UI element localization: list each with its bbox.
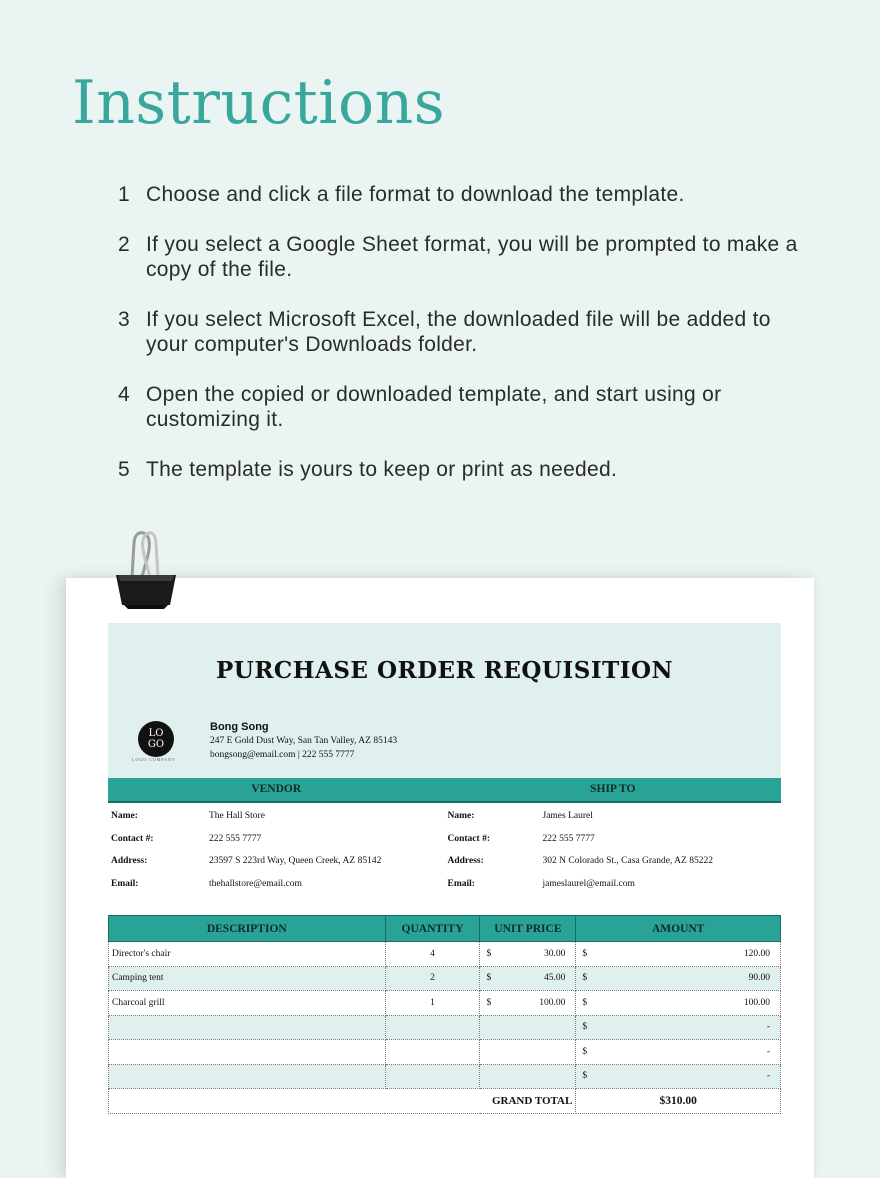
step-text: If you select Microsoft Excel, the downloaded file will be added to your computer's Downloads folder.: [146, 308, 771, 356]
company-address: 247 E Gold Dust Way, San Tan Valley, AZ 85143: [210, 736, 398, 746]
currency-symbol: $: [486, 948, 492, 959]
label: Address:: [111, 856, 148, 867]
item-quantity: [385, 1064, 480, 1089]
logo-text-1: LO: [148, 728, 164, 739]
label: Address:: [447, 856, 484, 867]
binder-clip-icon: [104, 525, 188, 615]
description-header: DESCRIPTION: [109, 916, 386, 942]
label: Contact #:: [111, 833, 154, 844]
party-header-band: [108, 778, 781, 803]
purchase-order-document: [108, 623, 781, 1114]
step-text: Open the copied or downloaded template, and start using or customizing it.: [146, 383, 722, 431]
ship-to-details: [445, 805, 782, 895]
item-description: [109, 1040, 386, 1065]
instruction-step: [118, 182, 818, 207]
ship-contact-row: [445, 828, 782, 851]
table-row: [109, 942, 781, 967]
currency-symbol: $: [486, 973, 492, 984]
item-unit-price: [480, 991, 576, 1016]
instruction-step: [118, 457, 818, 482]
instruction-step: [118, 307, 818, 357]
item-description: Charcoal grill: [109, 991, 386, 1016]
table-row: [109, 1064, 781, 1089]
quantity-header: QUANTITY: [385, 916, 480, 942]
table-row: [109, 991, 781, 1016]
item-quantity: [385, 1015, 480, 1040]
unit-price-value: 30.00: [543, 948, 566, 959]
unit-price-header: UNIT PRICE: [480, 916, 576, 942]
vendor-details: [108, 805, 445, 895]
item-unit-price: [480, 942, 576, 967]
ship-email: jameslaurel@email.com: [542, 878, 635, 889]
item-description: [109, 1015, 386, 1040]
vendor-name: The Hall Store: [209, 811, 265, 822]
vendor-contact: 222 555 7777: [209, 833, 262, 844]
company-info: [210, 720, 397, 762]
amount-value: -: [766, 1022, 770, 1033]
step-number: 2: [118, 233, 130, 256]
currency-symbol: $: [582, 1046, 588, 1057]
ship-name: James Laurel: [542, 811, 593, 822]
label: Name:: [111, 811, 138, 822]
step-text: Choose and click a file format to download the template.: [146, 183, 685, 206]
grand-total-row: [109, 1089, 781, 1114]
ship-name-row: [445, 805, 782, 828]
party-info: [108, 803, 781, 895]
ship-contact: 222 555 7777: [542, 833, 595, 844]
amount-value: 120.00: [743, 948, 770, 959]
vendor-address: 23597 S 223rd Way, Queen Creek, AZ 85142: [209, 856, 382, 867]
ship-email-row: [445, 873, 782, 896]
instruction-step: [118, 382, 818, 432]
step-number: 4: [118, 383, 130, 406]
item-amount: [576, 1064, 781, 1089]
ship-address-row: [445, 850, 782, 873]
table-row: [109, 1040, 781, 1065]
step-number: 3: [118, 308, 130, 331]
items-table: [108, 915, 781, 1114]
company-name: Bong Song: [210, 721, 269, 733]
vendor-name-row: [108, 805, 445, 828]
item-unit-price: [480, 1064, 576, 1089]
amount-value: -: [766, 1046, 770, 1057]
document-header: [108, 623, 781, 778]
currency-symbol: $: [486, 997, 492, 1008]
item-amount: [576, 991, 781, 1016]
grand-total-label: GRAND TOTAL: [109, 1089, 576, 1114]
item-quantity: 1: [385, 991, 480, 1016]
currency-symbol: $: [582, 1071, 588, 1082]
instructions-title: Instructions: [72, 68, 446, 138]
item-description: Camping tent: [109, 966, 386, 991]
amount-value: -: [766, 1071, 770, 1082]
step-number: 5: [118, 458, 130, 481]
logo-subtitle: LOGO COMPANY: [132, 757, 176, 762]
step-text: If you select a Google Sheet format, you will be prompted to make a copy of the file.: [146, 233, 798, 281]
label: Name:: [447, 811, 475, 822]
item-amount: [576, 1015, 781, 1040]
currency-symbol: $: [582, 973, 588, 984]
label: Email:: [447, 878, 475, 889]
vendor-contact-row: [108, 828, 445, 851]
item-description: [109, 1064, 386, 1089]
logo-text-2: GO: [147, 739, 165, 750]
currency-symbol: $: [582, 1022, 588, 1033]
step-text: The template is yours to keep or print as needed.: [146, 458, 618, 481]
item-amount: [576, 966, 781, 991]
currency-symbol: $: [582, 997, 588, 1008]
ship-to-header: SHIP TO: [590, 783, 636, 795]
vendor-email-row: [108, 873, 445, 896]
amount-value: 100.00: [743, 997, 770, 1008]
vendor-email: thehallstore@email.com: [209, 878, 302, 889]
company-logo: [138, 721, 174, 757]
currency-symbol: $: [582, 948, 588, 959]
vendor-header: VENDOR: [251, 783, 302, 795]
label: Email:: [111, 878, 139, 889]
amount-value: 90.00: [748, 973, 770, 984]
item-unit-price: [480, 1015, 576, 1040]
instruction-step: [118, 232, 818, 282]
grand-total-value: $310.00: [576, 1089, 781, 1114]
item-quantity: 4: [385, 942, 480, 967]
unit-price-value: 45.00: [543, 973, 566, 984]
table-header-row: [109, 916, 781, 942]
item-quantity: [385, 1040, 480, 1065]
label: Contact #:: [447, 833, 490, 844]
ship-address: 302 N Colorado St., Casa Grande, AZ 85222: [542, 856, 713, 867]
amount-header: AMOUNT: [576, 916, 781, 942]
item-amount: [576, 1040, 781, 1065]
item-description: Director's chair: [109, 942, 386, 967]
company-contact: bongsong@email.com | 222 555 7777: [210, 750, 355, 760]
step-number: 1: [118, 183, 130, 206]
item-quantity: 2: [385, 966, 480, 991]
instructions-list: [118, 182, 818, 507]
document-title: PURCHASE ORDER REQUISITION: [215, 657, 674, 684]
vendor-address-row: [108, 850, 445, 873]
table-row: [109, 966, 781, 991]
item-unit-price: [480, 1040, 576, 1065]
item-amount: [576, 942, 781, 967]
item-unit-price: [480, 966, 576, 991]
unit-price-value: 100.00: [539, 997, 566, 1008]
table-row: [109, 1015, 781, 1040]
